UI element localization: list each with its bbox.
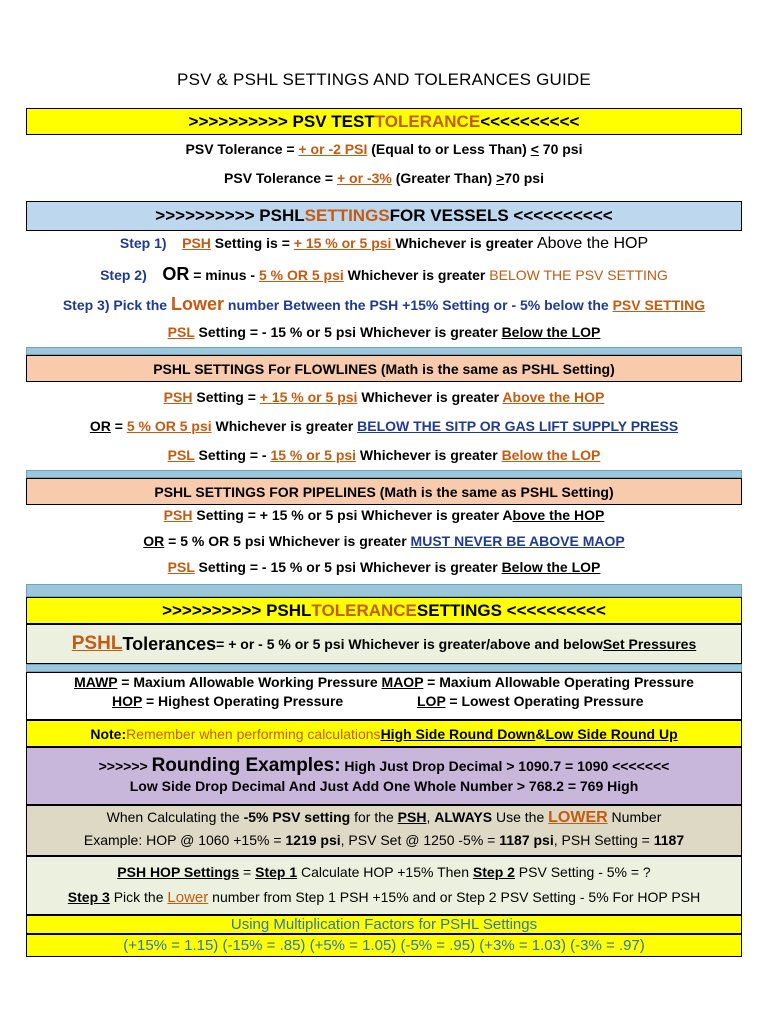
vessel-step-1: Step 1) PSH Setting is = + 15 % or 5 psi Whichever is greater Above the HOP — [119, 235, 649, 252]
hop-line-2: Step 3 Pick the Lower number from Step 1 PSH +15% and or Step 2 PSV Setting - 5% For HOP PSH — [67, 889, 701, 906]
hop-line-1: PSH HOP Settings = Step 1 Calculate HOP +15% Then Step 2 PSV Setting - 5% = ? — [117, 864, 651, 880]
calculation-box — [26, 805, 742, 856]
tolerance-settings-header: >>>>>>>>>> PSHL TOLERANCE SETTINGS <<<<<<<<<< — [26, 597, 742, 624]
rounding-examples-box — [26, 747, 742, 805]
flowlines-header: PSHL SETTINGS For FLOWLINES (Math is the same as PSHL Setting) — [26, 355, 742, 382]
psv-tolerance-header: >>>>>>>>>> PSV TEST TOLERANCE <<<<<<<<<< — [26, 108, 742, 135]
divider — [26, 664, 742, 672]
rounding-line-1: >>>>>> Rounding Examples: High Just Drop Decimal > 1090.7 = 1090 <<<<<<< — [98, 755, 670, 776]
divider — [26, 347, 742, 355]
definitions-line-1: MAWP = Maxium Allowable Working Pressure MAOP = Maxium Allowable Operating Pressure — [74, 674, 694, 690]
pipeline-psh: PSH Setting = + 15 % or 5 psi Whichever is greater Above the HOP — [163, 507, 605, 523]
pipelines-header: PSHL SETTINGS FOR PIPELINES (Math is the same as PSHL Setting) — [26, 478, 742, 505]
flowline-psh: PSH Setting = + 15 % or 5 psi Whichever is greater Above the HOP — [163, 389, 605, 405]
pshl-tolerances-line: PSHL Tolerances = + or - 5 % or 5 psi Whichever is greater/above and below Set Pressures — [26, 624, 742, 664]
flowline-or: OR = 5 % OR 5 psi Whichever is greater BELOW THE SITP OR GAS LIFT SUPPLY PRESS — [89, 418, 679, 434]
vessel-psl: PSL Setting = - 15 % or 5 psi Whichever is greater Below the LOP — [167, 324, 601, 340]
divider — [26, 584, 742, 597]
multiplication-factors-title: Using Multiplication Factors for PSHL Settings — [26, 915, 742, 934]
divider — [26, 470, 742, 478]
definitions-line-2: HOP = Highest Operating Pressure LOP = Lowest Operating Pressure — [112, 693, 644, 709]
pipeline-or: OR = 5 % OR 5 psi Whichever is greater MUST NEVER BE ABOVE MAOP — [143, 533, 625, 549]
definitions-box — [26, 672, 742, 720]
calc-line-1: When Calculating the -5% PSV setting for the PSH, ALWAYS Use the LOWER Number — [106, 809, 662, 826]
pipeline-psl: PSL Setting = - 15 % or 5 psi Whichever is greater Below the LOP — [167, 559, 601, 575]
psh-hop-settings-box — [26, 856, 742, 915]
vessel-step-2: Step 2) OR = minus - 5 % OR 5 psi Whichever is greater BELOW THE PSV SETTING — [100, 264, 668, 284]
note-line: Note: Remember when performing calculations High Side Round Down & Low Side Round Up — [26, 720, 742, 747]
flowline-psl: PSL Setting = - 15 % or 5 psi Whichever is greater Below the LOP — [167, 447, 601, 463]
psv-tolerance-line-2: PSV Tolerance = + or -3% (Greater Than) >70 psi — [224, 170, 544, 186]
vessels-header: >>>>>>>>>> PSHL SETTINGS FOR VESSELS <<<<<<<<<< — [26, 201, 742, 231]
calc-line-2: Example: HOP @ 1060 +15% = 1219 psi, PSV Set @ 1250 -5% = 1187 psi, PSH Setting = 1187 — [83, 832, 685, 848]
page-title: PSV & PSHL SETTINGS AND TOLERANCES GUIDE — [177, 70, 591, 89]
rounding-line-2: Low Side Drop Decimal And Just Add One Whole Number > 768.2 = 769 High — [129, 778, 639, 794]
psv-tolerance-line-1: PSV Tolerance = + or -2 PSI (Equal to or Less Than) < 70 psi — [185, 141, 583, 157]
vessel-step-3: Step 3) Pick the Lower number Between the PSH +15% Setting or - 5% below the PSV SETTING — [62, 294, 706, 314]
multiplication-factors-values: (+15% = 1.15) (-15% = .85) (+5% = 1.05) (-5% = .95) (+3% = 1.03) (-3% = .97) — [26, 934, 742, 957]
